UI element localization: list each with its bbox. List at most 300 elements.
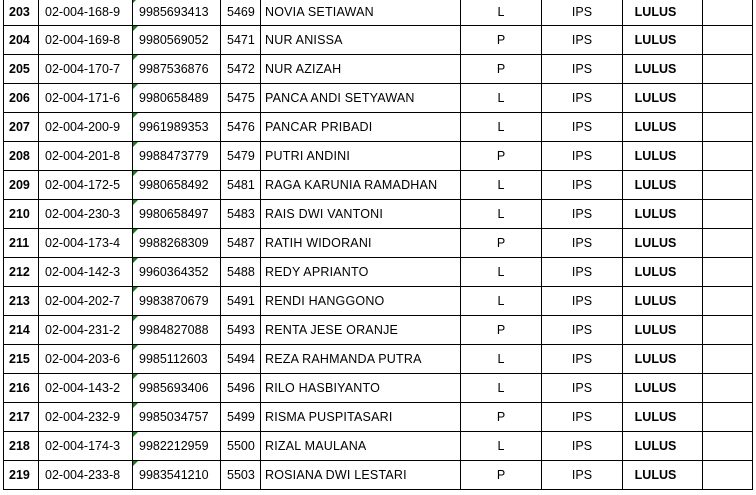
row-number-text: 210 <box>9 207 30 221</box>
table-row <box>3 142 753 171</box>
exam-code-text: 5503 <box>227 468 255 482</box>
row-number-cell[interactable] <box>3 84 39 112</box>
gender-text: L <box>497 439 505 453</box>
program-cell[interactable] <box>542 0 623 25</box>
row-number-text: 211 <box>9 236 30 250</box>
exam-code-cell[interactable] <box>221 113 261 141</box>
student-name-text: REDY APRIANTO <box>265 265 369 279</box>
nisn-text: 9980658489 <box>139 91 209 105</box>
gender-text: P <box>496 62 506 76</box>
student-name-text: RAGA KARUNIA RAMADHAN <box>265 178 438 192</box>
exam-code-cell[interactable] <box>221 287 261 315</box>
student-id-text: 02-004-142-3 <box>45 265 121 279</box>
gender-cell[interactable] <box>461 345 542 373</box>
nisn-cell[interactable] <box>133 258 221 286</box>
program-text: IPS <box>571 207 593 221</box>
student-id-cell[interactable] <box>39 374 133 402</box>
nisn-text: 9984827088 <box>139 323 209 337</box>
gender-text: L <box>497 178 505 192</box>
gender-text: P <box>496 33 506 47</box>
program-cell[interactable] <box>542 316 623 344</box>
nisn-text: 9980658497 <box>139 207 209 221</box>
program-cell[interactable] <box>542 374 623 402</box>
status-text: LULUS <box>634 323 677 337</box>
program-cell[interactable] <box>542 171 623 199</box>
cell-comment-marker-icon <box>133 142 138 147</box>
nisn-cell[interactable] <box>133 287 221 315</box>
student-id-cell[interactable] <box>39 55 133 83</box>
student-id-cell[interactable] <box>39 0 133 25</box>
empty-cell[interactable] <box>703 113 753 141</box>
exam-code-text: 5471 <box>227 33 255 47</box>
exam-code-text: 5491 <box>227 294 255 308</box>
nisn-text: 9980569052 <box>139 33 209 47</box>
exam-code-text: 5488 <box>227 265 255 279</box>
gender-cell[interactable] <box>461 0 542 25</box>
gender-cell[interactable] <box>461 258 542 286</box>
program-cell[interactable] <box>542 55 623 83</box>
exam-code-text: 5475 <box>227 91 255 105</box>
exam-code-cell[interactable] <box>221 345 261 373</box>
nisn-text: 9960364352 <box>139 265 209 279</box>
program-cell[interactable] <box>542 461 623 489</box>
program-text: IPS <box>571 265 593 279</box>
student-id-cell[interactable] <box>39 142 133 170</box>
row-number-text: 207 <box>9 120 30 134</box>
status-cell[interactable] <box>623 142 703 170</box>
row-number-cell[interactable] <box>3 26 39 54</box>
table-row <box>3 55 753 84</box>
program-cell[interactable] <box>542 432 623 460</box>
exam-code-text: 5500 <box>227 439 255 453</box>
cell-comment-marker-icon <box>133 229 138 234</box>
cell-comment-marker-icon <box>133 55 138 60</box>
student-id-text: 02-004-203-6 <box>45 352 121 366</box>
program-cell[interactable] <box>542 258 623 286</box>
row-number-text: 217 <box>9 410 30 424</box>
exam-code-cell[interactable] <box>221 142 261 170</box>
empty-cell[interactable] <box>703 403 753 431</box>
gender-text: L <box>497 352 505 366</box>
student-name-text: RIZAL MAULANA <box>265 439 367 453</box>
student-id-cell[interactable] <box>39 113 133 141</box>
student-id-text: 02-004-230-3 <box>45 207 121 221</box>
student-id-text: 02-004-169-8 <box>45 33 121 47</box>
nisn-cell[interactable] <box>133 345 221 373</box>
gender-cell[interactable] <box>461 55 542 83</box>
exam-code-text: 5487 <box>227 236 255 250</box>
cell-comment-marker-icon <box>133 84 138 89</box>
student-id-text: 02-004-168-9 <box>45 4 121 19</box>
program-cell[interactable] <box>542 345 623 373</box>
gender-text: L <box>497 265 505 279</box>
program-text: IPS <box>571 468 593 482</box>
student-name-text: RATIH WIDORANI <box>265 236 372 250</box>
status-cell[interactable] <box>623 113 703 141</box>
student-name-text: NOVIA SETIAWAN <box>265 4 374 19</box>
student-name-cell[interactable] <box>261 432 461 460</box>
table-row <box>3 200 753 229</box>
student-id-text: 02-004-170-7 <box>45 62 121 76</box>
status-text: LULUS <box>634 207 677 221</box>
status-cell[interactable] <box>623 287 703 315</box>
program-text: IPS <box>571 33 593 47</box>
status-cell[interactable] <box>623 171 703 199</box>
gender-text: L <box>497 91 505 105</box>
cell-comment-marker-icon <box>133 171 138 176</box>
row-number-cell[interactable] <box>3 403 39 431</box>
student-id-cell[interactable] <box>39 316 133 344</box>
empty-cell[interactable] <box>703 55 753 83</box>
nisn-cell[interactable] <box>133 0 221 25</box>
exam-code-text: 5472 <box>227 62 255 76</box>
table-row <box>3 316 753 345</box>
nisn-cell[interactable] <box>133 316 221 344</box>
cell-comment-marker-icon <box>133 200 138 205</box>
program-text: IPS <box>571 294 593 308</box>
empty-cell[interactable] <box>703 374 753 402</box>
row-number-cell[interactable] <box>3 229 39 257</box>
gender-text: L <box>497 294 505 308</box>
student-name-text: RAIS DWI VANTONI <box>265 207 384 221</box>
student-id-text: 02-004-202-7 <box>45 294 121 308</box>
exam-code-text: 5469 <box>227 4 255 19</box>
nisn-text: 9988473779 <box>139 149 209 163</box>
status-cell[interactable] <box>623 55 703 83</box>
nisn-cell[interactable] <box>133 84 221 112</box>
student-id-cell[interactable] <box>39 403 133 431</box>
student-name-cell[interactable] <box>261 287 461 315</box>
student-name-text: PUTRI ANDINI <box>265 149 351 163</box>
student-id-cell[interactable] <box>39 287 133 315</box>
nisn-cell[interactable] <box>133 55 221 83</box>
row-number-cell[interactable] <box>3 200 39 228</box>
exam-code-cell[interactable] <box>221 229 261 257</box>
table-row <box>3 432 753 461</box>
exam-code-cell[interactable] <box>221 0 261 25</box>
gender-cell[interactable] <box>461 200 542 228</box>
exam-code-cell[interactable] <box>221 316 261 344</box>
status-text: LULUS <box>634 265 677 279</box>
student-name-text: NUR AZIZAH <box>265 62 342 76</box>
row-number-cell[interactable] <box>3 113 39 141</box>
student-id-cell[interactable] <box>39 84 133 112</box>
exam-code-text: 5483 <box>227 207 255 221</box>
gender-text: P <box>496 410 506 424</box>
student-id-text: 02-004-171-6 <box>45 91 121 105</box>
program-text: IPS <box>571 62 593 76</box>
student-id-cell[interactable] <box>39 200 133 228</box>
exam-code-cell[interactable] <box>221 258 261 286</box>
status-text: LULUS <box>634 468 677 482</box>
status-cell[interactable] <box>623 84 703 112</box>
exam-code-text: 5479 <box>227 149 255 163</box>
status-cell[interactable] <box>623 432 703 460</box>
student-name-text: RENTA JESE ORANJE <box>265 323 399 337</box>
status-text: LULUS <box>634 294 677 308</box>
exam-code-text: 5493 <box>227 323 255 337</box>
program-text: IPS <box>571 91 593 105</box>
status-cell[interactable] <box>623 26 703 54</box>
row-number-cell[interactable] <box>3 461 39 489</box>
row-number-text: 218 <box>9 439 30 453</box>
nisn-cell[interactable] <box>133 461 221 489</box>
empty-cell[interactable] <box>703 84 753 112</box>
exam-code-text: 5496 <box>227 381 255 395</box>
empty-cell[interactable] <box>703 316 753 344</box>
status-text: LULUS <box>634 236 677 250</box>
empty-cell[interactable] <box>703 229 753 257</box>
gender-cell[interactable] <box>461 84 542 112</box>
row-number-cell[interactable] <box>3 171 39 199</box>
program-text: IPS <box>571 352 593 366</box>
gender-cell[interactable] <box>461 171 542 199</box>
student-name-cell[interactable] <box>261 461 461 489</box>
student-id-cell[interactable] <box>39 26 133 54</box>
student-name-cell[interactable] <box>261 258 461 286</box>
empty-cell[interactable] <box>703 461 753 489</box>
table-row <box>3 461 753 490</box>
nisn-text: 9980658492 <box>139 178 209 192</box>
cell-comment-marker-icon <box>133 258 138 263</box>
gender-text: L <box>497 120 505 134</box>
status-cell[interactable] <box>623 0 703 25</box>
program-cell[interactable] <box>542 200 623 228</box>
program-cell[interactable] <box>542 84 623 112</box>
status-text: LULUS <box>634 33 677 47</box>
row-number-text: 204 <box>9 33 30 47</box>
student-name-cell[interactable] <box>261 345 461 373</box>
status-cell[interactable] <box>623 403 703 431</box>
table-row <box>3 171 753 200</box>
program-cell[interactable] <box>542 287 623 315</box>
gender-cell[interactable] <box>461 316 542 344</box>
program-cell[interactable] <box>542 113 623 141</box>
status-text: LULUS <box>634 91 677 105</box>
exam-code-cell[interactable] <box>221 374 261 402</box>
student-id-cell[interactable] <box>39 229 133 257</box>
cell-comment-marker-icon <box>133 432 138 437</box>
gender-text: L <box>497 4 505 19</box>
student-name-cell[interactable] <box>261 316 461 344</box>
table-row <box>3 287 753 316</box>
student-id-cell[interactable] <box>39 461 133 489</box>
row-number-cell[interactable] <box>3 258 39 286</box>
nisn-cell[interactable] <box>133 229 221 257</box>
status-cell[interactable] <box>623 200 703 228</box>
gender-cell[interactable] <box>461 374 542 402</box>
program-cell[interactable] <box>542 26 623 54</box>
empty-cell[interactable] <box>703 0 753 25</box>
gender-cell[interactable] <box>461 287 542 315</box>
exam-code-cell[interactable] <box>221 461 261 489</box>
student-name-cell[interactable] <box>261 403 461 431</box>
student-id-text: 02-004-233-8 <box>45 468 121 482</box>
student-name-text: RENDI HANGGONO <box>265 294 385 308</box>
gender-cell[interactable] <box>461 461 542 489</box>
program-text: IPS <box>571 381 593 395</box>
program-text: IPS <box>571 120 593 134</box>
student-id-text: 02-004-174-3 <box>45 439 121 453</box>
row-number-text: 206 <box>9 91 30 105</box>
cell-comment-marker-icon <box>133 287 138 292</box>
nisn-text: 9985693413 <box>139 4 209 19</box>
row-number-text: 214 <box>9 323 30 337</box>
row-number-cell[interactable] <box>3 374 39 402</box>
exam-code-text: 5481 <box>227 178 255 192</box>
nisn-cell[interactable] <box>133 26 221 54</box>
student-name-cell[interactable] <box>261 26 461 54</box>
student-id-cell[interactable] <box>39 345 133 373</box>
nisn-cell[interactable] <box>133 432 221 460</box>
student-name-cell[interactable] <box>261 142 461 170</box>
table-row <box>3 0 753 26</box>
exam-code-cell[interactable] <box>221 26 261 54</box>
gender-cell[interactable] <box>461 26 542 54</box>
gender-cell[interactable] <box>461 142 542 170</box>
student-name-text: RILO HASBIYANTO <box>265 381 381 395</box>
status-text: LULUS <box>634 120 677 134</box>
row-number-cell[interactable] <box>3 55 39 83</box>
student-id-text: 02-004-201-8 <box>45 149 121 163</box>
exam-code-cell[interactable] <box>221 432 261 460</box>
student-name-cell[interactable] <box>261 200 461 228</box>
nisn-text: 9982212959 <box>139 439 209 453</box>
status-text: LULUS <box>634 352 677 366</box>
student-name-cell[interactable] <box>261 374 461 402</box>
program-text: IPS <box>571 236 593 250</box>
nisn-cell[interactable] <box>133 374 221 402</box>
student-name-text: RISMA PUSPITASARI <box>265 410 393 424</box>
gender-text: P <box>496 236 506 250</box>
empty-cell[interactable] <box>703 345 753 373</box>
exam-code-cell[interactable] <box>221 171 261 199</box>
student-name-cell[interactable] <box>261 0 461 25</box>
row-number-text: 215 <box>9 352 30 366</box>
student-name-text: REZA RAHMANDA PUTRA <box>265 352 422 366</box>
gender-text: L <box>497 381 505 395</box>
gender-cell[interactable] <box>461 403 542 431</box>
row-number-text: 209 <box>9 178 30 192</box>
row-number-text: 216 <box>9 381 30 395</box>
student-id-text: 02-004-172-5 <box>45 178 121 192</box>
nisn-text: 9988268309 <box>139 236 209 250</box>
empty-cell[interactable] <box>703 287 753 315</box>
cell-comment-marker-icon <box>133 461 138 466</box>
program-text: IPS <box>571 439 593 453</box>
table-row <box>3 84 753 113</box>
program-text: IPS <box>571 149 593 163</box>
gender-cell[interactable] <box>461 229 542 257</box>
exam-code-cell[interactable] <box>221 84 261 112</box>
status-cell[interactable] <box>623 258 703 286</box>
nisn-cell[interactable] <box>133 403 221 431</box>
table-row <box>3 345 753 374</box>
row-number-text: 212 <box>9 265 30 279</box>
program-text: IPS <box>571 410 593 424</box>
exam-code-cell[interactable] <box>221 200 261 228</box>
exam-code-text: 5494 <box>227 352 255 366</box>
program-cell[interactable] <box>542 142 623 170</box>
table-row <box>3 374 753 403</box>
row-number-cell[interactable] <box>3 142 39 170</box>
exam-code-text: 5476 <box>227 120 255 134</box>
empty-cell[interactable] <box>703 142 753 170</box>
row-number-cell[interactable] <box>3 432 39 460</box>
program-cell[interactable] <box>542 403 623 431</box>
student-name-cell[interactable] <box>261 84 461 112</box>
nisn-cell[interactable] <box>133 171 221 199</box>
status-cell[interactable] <box>623 374 703 402</box>
exam-code-cell[interactable] <box>221 403 261 431</box>
student-name-text: ROSIANA DWI LESTARI <box>265 468 407 482</box>
status-text: LULUS <box>634 149 677 163</box>
row-number-cell[interactable] <box>3 316 39 344</box>
row-number-cell[interactable] <box>3 345 39 373</box>
row-number-cell[interactable] <box>3 0 39 25</box>
nisn-cell[interactable] <box>133 142 221 170</box>
table-row <box>3 26 753 55</box>
status-text: LULUS <box>634 381 677 395</box>
nisn-text: 9987536876 <box>139 62 209 76</box>
empty-cell[interactable] <box>703 258 753 286</box>
status-text: LULUS <box>634 439 677 453</box>
student-name-text: NUR ANISSA <box>265 33 343 47</box>
nisn-text: 9985112603 <box>139 352 208 366</box>
cell-comment-marker-icon <box>133 403 138 408</box>
table-row <box>3 113 753 142</box>
row-number-text: 208 <box>9 149 30 163</box>
status-cell[interactable] <box>623 229 703 257</box>
student-id-cell[interactable] <box>39 432 133 460</box>
status-cell[interactable] <box>623 345 703 373</box>
status-text: LULUS <box>634 178 677 192</box>
student-results-table <box>3 0 753 490</box>
gender-cell[interactable] <box>461 432 542 460</box>
student-id-text: 02-004-232-9 <box>45 410 121 424</box>
row-number-cell[interactable] <box>3 287 39 315</box>
student-name-cell[interactable] <box>261 113 461 141</box>
student-name-cell[interactable] <box>261 55 461 83</box>
status-cell[interactable] <box>623 461 703 489</box>
cell-comment-marker-icon <box>133 345 138 350</box>
empty-cell[interactable] <box>703 432 753 460</box>
student-id-cell[interactable] <box>39 171 133 199</box>
student-id-cell[interactable] <box>39 258 133 286</box>
student-name-cell[interactable] <box>261 171 461 199</box>
student-id-text: 02-004-143-2 <box>45 381 121 395</box>
student-id-text: 02-004-231-2 <box>45 323 121 337</box>
status-text: LULUS <box>634 62 677 76</box>
nisn-text: 9985034757 <box>139 410 209 424</box>
nisn-text: 9983541210 <box>139 468 209 482</box>
nisn-cell[interactable] <box>133 200 221 228</box>
gender-cell[interactable] <box>461 113 542 141</box>
program-cell[interactable] <box>542 229 623 257</box>
row-number-text: 219 <box>9 468 30 482</box>
student-name-text: PANCA ANDI SETYAWAN <box>265 91 415 105</box>
nisn-cell[interactable] <box>133 113 221 141</box>
status-cell[interactable] <box>623 316 703 344</box>
empty-cell[interactable] <box>703 171 753 199</box>
exam-code-cell[interactable] <box>221 55 261 83</box>
student-name-cell[interactable] <box>261 229 461 257</box>
empty-cell[interactable] <box>703 200 753 228</box>
gender-text: P <box>496 468 506 482</box>
cell-comment-marker-icon <box>133 316 138 321</box>
empty-cell[interactable] <box>703 26 753 54</box>
program-text: IPS <box>571 323 593 337</box>
